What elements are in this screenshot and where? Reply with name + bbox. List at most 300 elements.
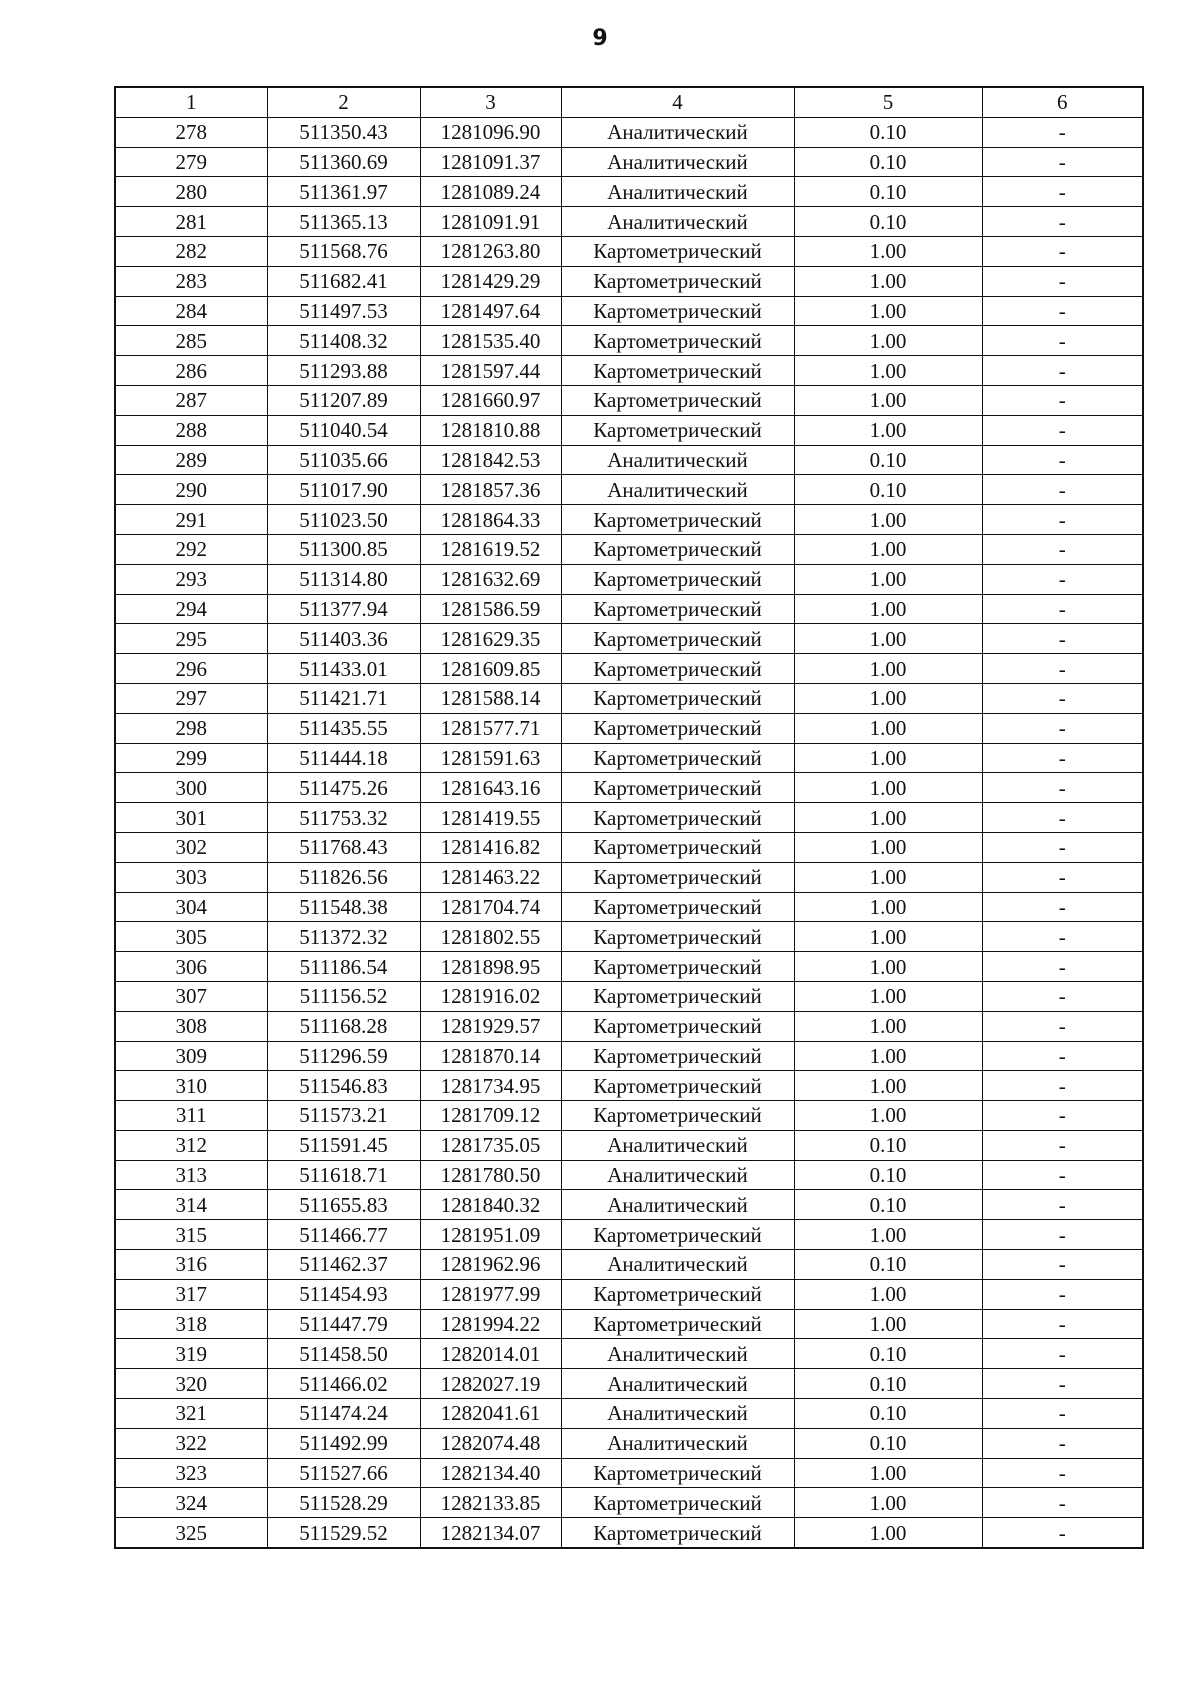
x-coordinate-cell: 511618.71 [267, 1160, 420, 1190]
point-number-cell: 324 [115, 1488, 267, 1518]
method-cell: Аналитический [561, 445, 794, 475]
accuracy-cell: 1.00 [794, 385, 982, 415]
point-number-cell: 322 [115, 1428, 267, 1458]
method-cell: Картометрический [561, 266, 794, 296]
x-coordinate-cell: 511293.88 [267, 356, 420, 386]
note-cell: - [982, 326, 1143, 356]
note-cell: - [982, 356, 1143, 386]
point-number-cell: 278 [115, 117, 267, 147]
method-cell: Аналитический [561, 177, 794, 207]
note-cell: - [982, 1101, 1143, 1131]
y-coordinate-cell: 1281709.12 [420, 1101, 561, 1131]
point-number-cell: 323 [115, 1458, 267, 1488]
method-cell: Картометрический [561, 1220, 794, 1250]
accuracy-cell: 1.00 [794, 624, 982, 654]
point-number-cell: 325 [115, 1518, 267, 1548]
method-cell: Картометрический [561, 713, 794, 743]
y-coordinate-cell: 1281577.71 [420, 713, 561, 743]
x-coordinate-cell: 511466.77 [267, 1220, 420, 1250]
accuracy-cell: 0.10 [794, 147, 982, 177]
point-number-cell: 292 [115, 534, 267, 564]
y-coordinate-cell: 1282133.85 [420, 1488, 561, 1518]
y-coordinate-cell: 1281643.16 [420, 773, 561, 803]
x-coordinate-cell: 511168.28 [267, 1011, 420, 1041]
table-row [115, 624, 1143, 654]
accuracy-cell: 0.10 [794, 177, 982, 207]
method-cell: Картометрический [561, 385, 794, 415]
note-cell: - [982, 1279, 1143, 1309]
method-cell: Аналитический [561, 1250, 794, 1280]
note-cell: - [982, 892, 1143, 922]
y-coordinate-cell: 1281416.82 [420, 832, 561, 862]
note-cell: - [982, 654, 1143, 684]
column-header-5: 5 [794, 87, 982, 117]
x-coordinate-cell: 511454.93 [267, 1279, 420, 1309]
method-cell: Картометрический [561, 1011, 794, 1041]
method-cell: Картометрический [561, 415, 794, 445]
accuracy-cell: 0.10 [794, 475, 982, 505]
x-coordinate-cell: 511040.54 [267, 415, 420, 445]
y-coordinate-cell: 1281734.95 [420, 1071, 561, 1101]
x-coordinate-cell: 511444.18 [267, 743, 420, 773]
x-coordinate-cell: 511023.50 [267, 505, 420, 535]
y-coordinate-cell: 1281660.97 [420, 385, 561, 415]
x-coordinate-cell: 511529.52 [267, 1518, 420, 1548]
accuracy-cell: 0.10 [794, 117, 982, 147]
table-row [115, 654, 1143, 684]
point-number-cell: 285 [115, 326, 267, 356]
point-number-cell: 281 [115, 207, 267, 237]
accuracy-cell: 1.00 [794, 1041, 982, 1071]
accuracy-cell: 0.10 [794, 1399, 982, 1429]
x-coordinate-cell: 511421.71 [267, 683, 420, 713]
method-cell: Картометрический [561, 803, 794, 833]
method-cell: Аналитический [561, 147, 794, 177]
x-coordinate-cell: 511466.02 [267, 1369, 420, 1399]
accuracy-cell: 1.00 [794, 266, 982, 296]
note-cell: - [982, 1011, 1143, 1041]
point-number-cell: 297 [115, 683, 267, 713]
accuracy-cell: 1.00 [794, 564, 982, 594]
note-cell: - [982, 1220, 1143, 1250]
accuracy-cell: 1.00 [794, 236, 982, 266]
x-coordinate-cell: 511361.97 [267, 177, 420, 207]
y-coordinate-cell: 1282041.61 [420, 1399, 561, 1429]
point-number-cell: 314 [115, 1190, 267, 1220]
note-cell: - [982, 952, 1143, 982]
x-coordinate-cell: 511568.76 [267, 236, 420, 266]
method-cell: Картометрический [561, 773, 794, 803]
method-cell: Картометрический [561, 1071, 794, 1101]
method-cell: Картометрический [561, 654, 794, 684]
method-cell: Аналитический [561, 1190, 794, 1220]
point-number-cell: 279 [115, 147, 267, 177]
accuracy-cell: 1.00 [794, 892, 982, 922]
y-coordinate-cell: 1281463.22 [420, 862, 561, 892]
method-cell: Картометрический [561, 862, 794, 892]
table-row [115, 147, 1143, 177]
method-cell: Картометрический [561, 952, 794, 982]
coordinates-table [114, 86, 1144, 1549]
method-cell: Аналитический [561, 1369, 794, 1399]
table-row [115, 1339, 1143, 1369]
point-number-cell: 308 [115, 1011, 267, 1041]
table-row [115, 1518, 1143, 1548]
note-cell: - [982, 1309, 1143, 1339]
x-coordinate-cell: 511403.36 [267, 624, 420, 654]
method-cell: Картометрический [561, 505, 794, 535]
table-row [115, 1071, 1143, 1101]
y-coordinate-cell: 1281419.55 [420, 803, 561, 833]
y-coordinate-cell: 1281780.50 [420, 1160, 561, 1190]
y-coordinate-cell: 1282074.48 [420, 1428, 561, 1458]
note-cell: - [982, 624, 1143, 654]
point-number-cell: 320 [115, 1369, 267, 1399]
y-coordinate-cell: 1281929.57 [420, 1011, 561, 1041]
accuracy-cell: 1.00 [794, 713, 982, 743]
point-number-cell: 284 [115, 296, 267, 326]
y-coordinate-cell: 1281609.85 [420, 654, 561, 684]
method-cell: Картометрический [561, 1309, 794, 1339]
x-coordinate-cell: 511497.53 [267, 296, 420, 326]
point-number-cell: 295 [115, 624, 267, 654]
table-row [115, 1369, 1143, 1399]
note-cell: - [982, 773, 1143, 803]
table-row [115, 1399, 1143, 1429]
accuracy-cell: 0.10 [794, 1339, 982, 1369]
column-header-4: 4 [561, 87, 794, 117]
table-row [115, 832, 1143, 862]
table-row [115, 207, 1143, 237]
y-coordinate-cell: 1281840.32 [420, 1190, 561, 1220]
table-row [115, 534, 1143, 564]
method-cell: Аналитический [561, 1130, 794, 1160]
note-cell: - [982, 1518, 1143, 1548]
note-cell: - [982, 743, 1143, 773]
table-row [115, 1160, 1143, 1190]
table-row [115, 743, 1143, 773]
y-coordinate-cell: 1281857.36 [420, 475, 561, 505]
note-cell: - [982, 1071, 1143, 1101]
table-row [115, 1250, 1143, 1280]
accuracy-cell: 1.00 [794, 594, 982, 624]
point-number-cell: 293 [115, 564, 267, 594]
point-number-cell: 301 [115, 803, 267, 833]
note-cell: - [982, 445, 1143, 475]
note-cell: - [982, 207, 1143, 237]
y-coordinate-cell: 1282134.07 [420, 1518, 561, 1548]
y-coordinate-cell: 1281977.99 [420, 1279, 561, 1309]
column-header-6: 6 [982, 87, 1143, 117]
note-cell: - [982, 266, 1143, 296]
accuracy-cell: 1.00 [794, 1309, 982, 1339]
method-cell: Картометрический [561, 296, 794, 326]
point-number-cell: 316 [115, 1250, 267, 1280]
table-row [115, 385, 1143, 415]
x-coordinate-cell: 511186.54 [267, 952, 420, 982]
note-cell: - [982, 832, 1143, 862]
point-number-cell: 300 [115, 773, 267, 803]
y-coordinate-cell: 1281870.14 [420, 1041, 561, 1071]
y-coordinate-cell: 1281842.53 [420, 445, 561, 475]
x-coordinate-cell: 511528.29 [267, 1488, 420, 1518]
accuracy-cell: 1.00 [794, 981, 982, 1011]
y-coordinate-cell: 1281096.90 [420, 117, 561, 147]
column-header-3: 3 [420, 87, 561, 117]
y-coordinate-cell: 1281864.33 [420, 505, 561, 535]
method-cell: Аналитический [561, 1160, 794, 1190]
accuracy-cell: 1.00 [794, 1071, 982, 1101]
table-row [115, 356, 1143, 386]
point-number-cell: 280 [115, 177, 267, 207]
note-cell: - [982, 713, 1143, 743]
point-number-cell: 307 [115, 981, 267, 1011]
note-cell: - [982, 385, 1143, 415]
x-coordinate-cell: 511365.13 [267, 207, 420, 237]
x-coordinate-cell: 511546.83 [267, 1071, 420, 1101]
method-cell: Аналитический [561, 475, 794, 505]
note-cell: - [982, 534, 1143, 564]
note-cell: - [982, 594, 1143, 624]
x-coordinate-cell: 511548.38 [267, 892, 420, 922]
method-cell: Картометрический [561, 743, 794, 773]
point-number-cell: 304 [115, 892, 267, 922]
x-coordinate-cell: 511035.66 [267, 445, 420, 475]
point-number-cell: 319 [115, 1339, 267, 1369]
method-cell: Картометрический [561, 236, 794, 266]
accuracy-cell: 0.10 [794, 445, 982, 475]
table-row [115, 862, 1143, 892]
note-cell: - [982, 147, 1143, 177]
y-coordinate-cell: 1281089.24 [420, 177, 561, 207]
y-coordinate-cell: 1281951.09 [420, 1220, 561, 1250]
y-coordinate-cell: 1281091.91 [420, 207, 561, 237]
table-row [115, 1190, 1143, 1220]
note-cell: - [982, 981, 1143, 1011]
point-number-cell: 299 [115, 743, 267, 773]
note-cell: - [982, 1041, 1143, 1071]
table-row [115, 892, 1143, 922]
table-row [115, 1220, 1143, 1250]
table-row [115, 177, 1143, 207]
column-header-1: 1 [115, 87, 267, 117]
point-number-cell: 286 [115, 356, 267, 386]
table-row [115, 266, 1143, 296]
note-cell: - [982, 1488, 1143, 1518]
table-row [115, 445, 1143, 475]
x-coordinate-cell: 511492.99 [267, 1428, 420, 1458]
method-cell: Картометрический [561, 534, 794, 564]
note-cell: - [982, 1458, 1143, 1488]
point-number-cell: 303 [115, 862, 267, 892]
accuracy-cell: 0.10 [794, 1160, 982, 1190]
note-cell: - [982, 862, 1143, 892]
y-coordinate-cell: 1281497.64 [420, 296, 561, 326]
y-coordinate-cell: 1282134.40 [420, 1458, 561, 1488]
method-cell: Картометрический [561, 1101, 794, 1131]
y-coordinate-cell: 1281597.44 [420, 356, 561, 386]
accuracy-cell: 0.10 [794, 1190, 982, 1220]
accuracy-cell: 0.10 [794, 1250, 982, 1280]
table-row [115, 594, 1143, 624]
y-coordinate-cell: 1281704.74 [420, 892, 561, 922]
y-coordinate-cell: 1281916.02 [420, 981, 561, 1011]
accuracy-cell: 1.00 [794, 773, 982, 803]
accuracy-cell: 0.10 [794, 207, 982, 237]
point-number-cell: 306 [115, 952, 267, 982]
x-coordinate-cell: 511435.55 [267, 713, 420, 743]
x-coordinate-cell: 511682.41 [267, 266, 420, 296]
accuracy-cell: 1.00 [794, 803, 982, 833]
table-row [115, 1488, 1143, 1518]
point-number-cell: 317 [115, 1279, 267, 1309]
accuracy-cell: 1.00 [794, 832, 982, 862]
method-cell: Картометрический [561, 892, 794, 922]
point-number-cell: 298 [115, 713, 267, 743]
x-coordinate-cell: 511591.45 [267, 1130, 420, 1160]
table-row [115, 296, 1143, 326]
accuracy-cell: 1.00 [794, 1488, 982, 1518]
point-number-cell: 291 [115, 505, 267, 535]
note-cell: - [982, 922, 1143, 952]
y-coordinate-cell: 1281619.52 [420, 534, 561, 564]
table-row [115, 1041, 1143, 1071]
method-cell: Картометрический [561, 594, 794, 624]
note-cell: - [982, 415, 1143, 445]
method-cell: Аналитический [561, 1399, 794, 1429]
table-row [115, 1279, 1143, 1309]
note-cell: - [982, 505, 1143, 535]
accuracy-cell: 1.00 [794, 296, 982, 326]
x-coordinate-cell: 511527.66 [267, 1458, 420, 1488]
accuracy-cell: 0.10 [794, 1369, 982, 1399]
point-number-cell: 294 [115, 594, 267, 624]
x-coordinate-cell: 511573.21 [267, 1101, 420, 1131]
x-coordinate-cell: 511768.43 [267, 832, 420, 862]
point-number-cell: 318 [115, 1309, 267, 1339]
note-cell: - [982, 117, 1143, 147]
method-cell: Картометрический [561, 624, 794, 654]
accuracy-cell: 1.00 [794, 1101, 982, 1131]
table-row [115, 1130, 1143, 1160]
note-cell: - [982, 177, 1143, 207]
note-cell: - [982, 236, 1143, 266]
point-number-cell: 282 [115, 236, 267, 266]
accuracy-cell: 1.00 [794, 1458, 982, 1488]
table-row [115, 1309, 1143, 1339]
table-row [115, 117, 1143, 147]
method-cell: Картометрический [561, 326, 794, 356]
point-number-cell: 311 [115, 1101, 267, 1131]
accuracy-cell: 1.00 [794, 415, 982, 445]
note-cell: - [982, 1250, 1143, 1280]
point-number-cell: 287 [115, 385, 267, 415]
method-cell: Картометрический [561, 1279, 794, 1309]
accuracy-cell: 0.10 [794, 1428, 982, 1458]
page-number: 9 [592, 26, 608, 51]
table-row [115, 1101, 1143, 1131]
point-number-cell: 296 [115, 654, 267, 684]
method-cell: Картометрический [561, 1458, 794, 1488]
table-row [115, 475, 1143, 505]
method-cell: Картометрический [561, 683, 794, 713]
y-coordinate-cell: 1281802.55 [420, 922, 561, 952]
point-number-cell: 283 [115, 266, 267, 296]
note-cell: - [982, 683, 1143, 713]
point-number-cell: 289 [115, 445, 267, 475]
note-cell: - [982, 1399, 1143, 1429]
point-number-cell: 288 [115, 415, 267, 445]
y-coordinate-cell: 1281962.96 [420, 1250, 561, 1280]
point-number-cell: 302 [115, 832, 267, 862]
method-cell: Картометрический [561, 981, 794, 1011]
method-cell: Картометрический [561, 564, 794, 594]
accuracy-cell: 1.00 [794, 654, 982, 684]
note-cell: - [982, 564, 1143, 594]
x-coordinate-cell: 511296.59 [267, 1041, 420, 1071]
y-coordinate-cell: 1281429.29 [420, 266, 561, 296]
y-coordinate-cell: 1282014.01 [420, 1339, 561, 1369]
accuracy-cell: 1.00 [794, 743, 982, 773]
x-coordinate-cell: 511458.50 [267, 1339, 420, 1369]
y-coordinate-cell: 1281588.14 [420, 683, 561, 713]
table-row [115, 803, 1143, 833]
table-row [115, 683, 1143, 713]
header-row [115, 87, 1143, 117]
note-cell: - [982, 1369, 1143, 1399]
method-cell: Картометрический [561, 1488, 794, 1518]
y-coordinate-cell: 1281263.80 [420, 236, 561, 266]
x-coordinate-cell: 511377.94 [267, 594, 420, 624]
x-coordinate-cell: 511475.26 [267, 773, 420, 803]
point-number-cell: 321 [115, 1399, 267, 1429]
table-row [115, 952, 1143, 982]
accuracy-cell: 1.00 [794, 534, 982, 564]
point-number-cell: 315 [115, 1220, 267, 1250]
y-coordinate-cell: 1281091.37 [420, 147, 561, 177]
table-row [115, 326, 1143, 356]
point-number-cell: 309 [115, 1041, 267, 1071]
table-row [115, 1458, 1143, 1488]
accuracy-cell: 1.00 [794, 326, 982, 356]
y-coordinate-cell: 1281898.95 [420, 952, 561, 982]
note-cell: - [982, 1190, 1143, 1220]
point-number-cell: 305 [115, 922, 267, 952]
table-row [115, 505, 1143, 535]
point-number-cell: 290 [115, 475, 267, 505]
table-row [115, 564, 1143, 594]
accuracy-cell: 1.00 [794, 1011, 982, 1041]
method-cell: Картометрический [561, 922, 794, 952]
method-cell: Картометрический [561, 356, 794, 386]
accuracy-cell: 1.00 [794, 683, 982, 713]
y-coordinate-cell: 1281735.05 [420, 1130, 561, 1160]
x-coordinate-cell: 511462.37 [267, 1250, 420, 1280]
accuracy-cell: 1.00 [794, 1518, 982, 1548]
y-coordinate-cell: 1281632.69 [420, 564, 561, 594]
x-coordinate-cell: 511408.32 [267, 326, 420, 356]
x-coordinate-cell: 511655.83 [267, 1190, 420, 1220]
note-cell: - [982, 1339, 1143, 1369]
x-coordinate-cell: 511350.43 [267, 117, 420, 147]
x-coordinate-cell: 511474.24 [267, 1399, 420, 1429]
note-cell: - [982, 1130, 1143, 1160]
x-coordinate-cell: 511017.90 [267, 475, 420, 505]
point-number-cell: 310 [115, 1071, 267, 1101]
x-coordinate-cell: 511314.80 [267, 564, 420, 594]
point-number-cell: 312 [115, 1130, 267, 1160]
method-cell: Картометрический [561, 1518, 794, 1548]
